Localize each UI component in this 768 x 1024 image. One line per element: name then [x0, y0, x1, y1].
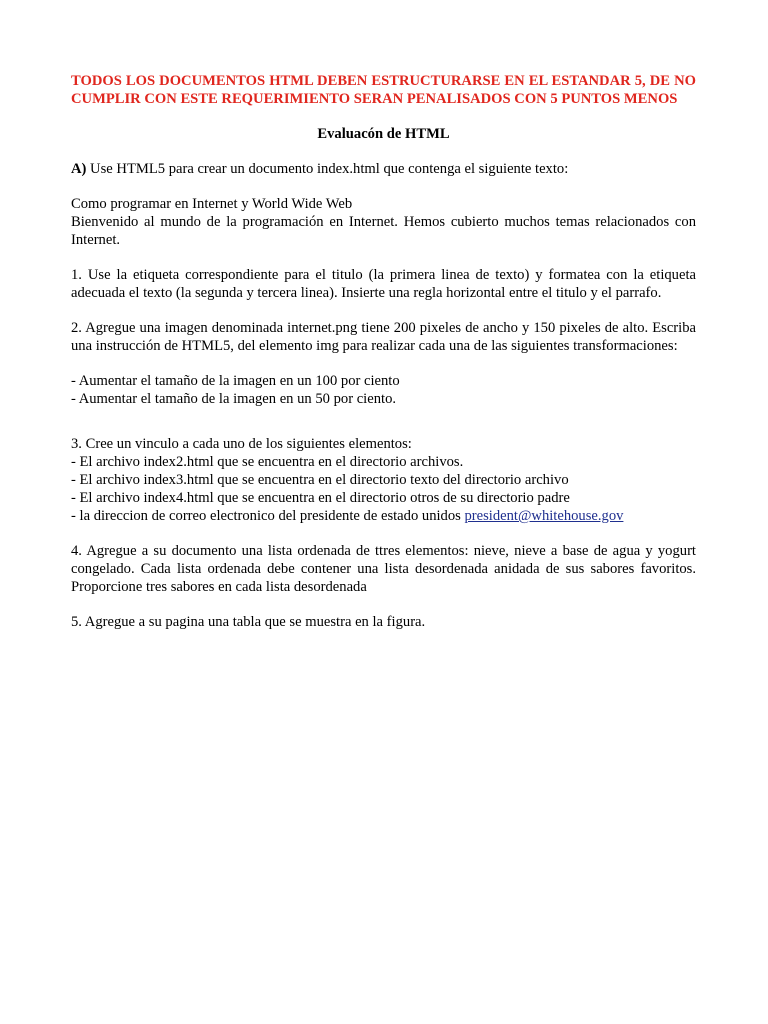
section-a-label: A): [71, 161, 87, 177]
list-item: - El archivo index4.html que se encuentra en el directorio otros de su directorio padre: [71, 490, 570, 506]
section-a-text: Use HTML5 para crear un documento index.html que contenga el siguiente texto:: [86, 161, 569, 177]
item-3-block: [71, 435, 696, 525]
item-5-paragraph: 5. Agregue a su pagina una tabla que se muestra en la figura.: [71, 614, 426, 630]
item-4-paragraph: 4. Agregue a su documento una lista ordenada de ttres elementos: nieve, nieve a base de agua y yogurt congelado. Cada lista ordenada debe contener una lista desordenada anidada de sus sabores favoritos. Proporcione tres sabores en cada lista desordenada: [71, 543, 696, 595]
list-item: - Aumentar el tamaño de la imagen en un 50 por ciento.: [71, 391, 397, 407]
item-1-paragraph: 1. Use la etiqueta correspondiente para el titulo (la primera linea de texto) y formatea con la etiqueta adecuada el texto (la segunda y tercera linea). Insierte una regla horizontal entre el titulo y el parrafo.: [71, 267, 696, 301]
sample-text-line1: Como programar en Internet y World Wide Web: [71, 196, 353, 212]
sample-text-block: [71, 195, 696, 249]
warning-notice: TODOS LOS DOCUMENTOS HTML DEBEN ESTRUCTURARSE EN EL ESTANDAR 5, DE NO CUMPLIR CON ESTE REQUERIMIENTO SERAN PENALISADOS CON 5 PUNTOS MENOS: [71, 73, 696, 107]
document-title: Evaluacón de HTML: [317, 126, 450, 142]
item-2-paragraph: 2. Agregue una imagen denominada internet.png tiene 200 pixeles de ancho y 150 pixeles de alto. Escriba una instrucción de HTML5, del elemento img para realizar cada una de las siguientes transformaciones:: [71, 320, 696, 354]
document-page: [71, 72, 696, 648]
item-2-bullet-list: [71, 372, 696, 408]
sample-text-line2: Bienvenido al mundo de la programación en Internet. Hemos cubierto muchos temas relacionados con Internet.: [71, 214, 696, 248]
email-prefix-text: - la direccion de correo electronico del presidente de estado unidos: [71, 508, 465, 524]
list-item: - El archivo index2.html que se encuentra en el directorio archivos.: [71, 454, 464, 470]
email-link[interactable]: president@whitehouse.gov: [464, 508, 624, 524]
spacer: [71, 408, 696, 435]
section-a-paragraph: [71, 160, 696, 178]
list-item: [71, 507, 696, 525]
list-item: - El archivo index3.html que se encuentra en el directorio texto del directorio archivo: [71, 472, 569, 488]
item-3-intro: 3. Cree un vinculo a cada uno de los siguientes elementos:: [71, 436, 412, 452]
list-item: - Aumentar el tamaño de la imagen en un 100 por ciento: [71, 373, 400, 389]
